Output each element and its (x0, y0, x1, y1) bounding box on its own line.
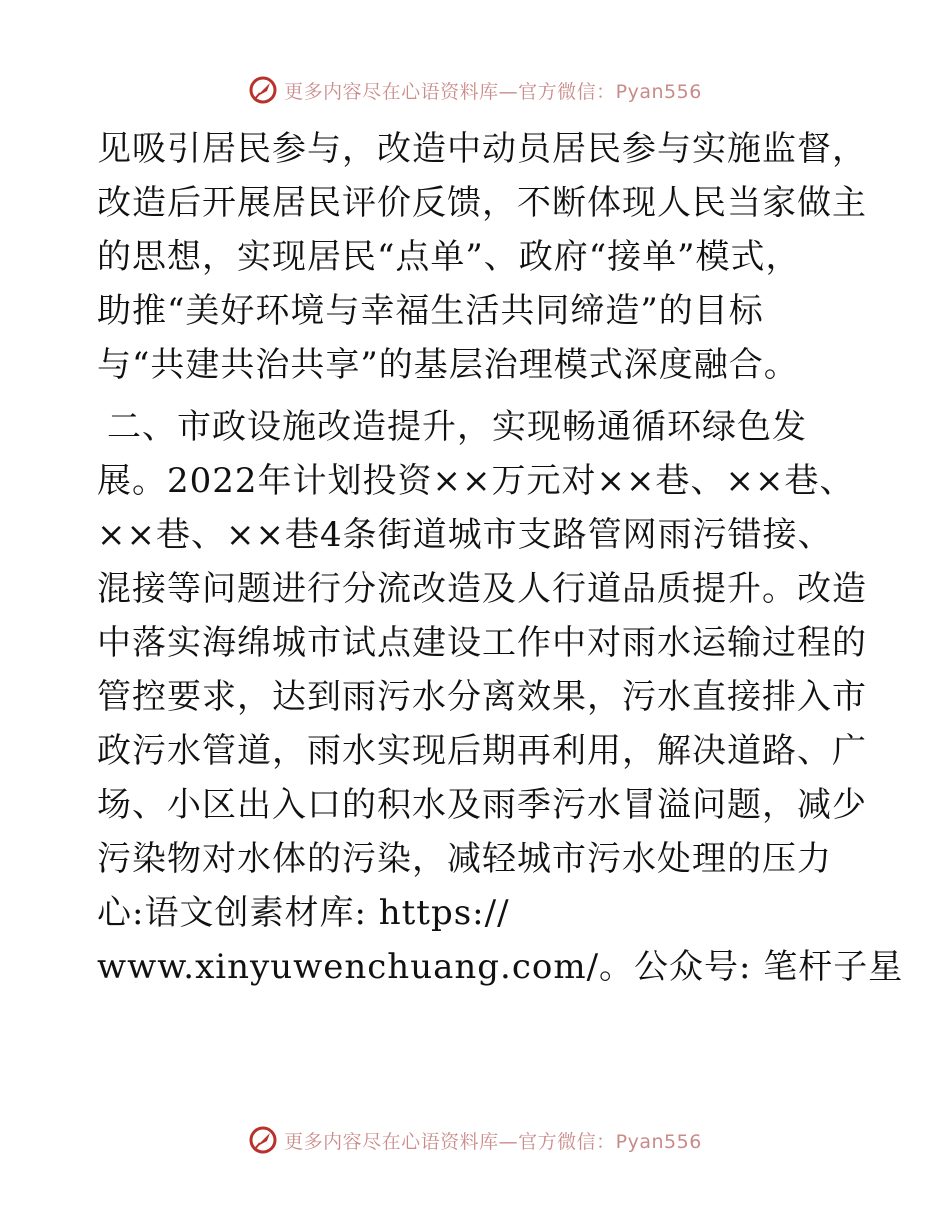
feather-pen-logo-icon (248, 75, 278, 105)
footer-watermark-banner (0, 1120, 950, 1160)
text-line: 政污水管道，雨水实现后期再利用，解决道路、广 (97, 731, 867, 771)
text-line: 与“共建共治共享”的基层治理模式深度融合。 (97, 345, 799, 385)
text-line: www.xinyuwenchuang.com/。公众号: 笔杆子星 (97, 947, 904, 987)
header-banner-text: 更多内容尽在心语资料库—官方微信：Pyan556 (284, 80, 702, 103)
text-line: 助推“美好环境与幸福生活共同缔造”的目标 (97, 291, 764, 331)
text-line: 心:语文创素材库: https:// (97, 893, 510, 933)
paragraph-2 (97, 400, 904, 994)
text-line: 改造后开展居民评价反馈，不断体现人民当家做主 (97, 183, 867, 223)
text-line: 混接等问题进行分流改造及人行道品质提升。改造 (97, 569, 867, 609)
feather-pen-logo-icon (248, 1125, 278, 1155)
text-line: 见吸引居民参与，改造中动员居民参与实施监督， (97, 129, 867, 169)
section-heading-line: 二、市政设施改造提升，实现畅通循环绿色发 (107, 407, 807, 447)
footer-banner-text: 更多内容尽在心语资料库—官方微信：Pyan556 (284, 1130, 702, 1153)
text-line: 场、小区出入口的积水及雨季污水冒溢问题，减少 (97, 785, 867, 825)
text-line: 展。2022年计划投资××万元对××巷、××巷、 (97, 461, 855, 501)
text-line: ××巷、××巷4条街道城市支路管网雨污错接、 (97, 515, 833, 555)
document-body (97, 122, 904, 994)
text-line: 的思想，实现居民“点单”、政府“接单”模式， (97, 237, 801, 277)
text-line: 管控要求，达到雨污水分离效果，污水直接排入市 (97, 677, 867, 717)
paragraph-1 (97, 122, 867, 392)
text-line: 污染物对水体的污染，减轻城市污水处理的压力 (97, 839, 832, 879)
header-watermark-banner (0, 70, 950, 110)
text-line: 中落实海绵城市试点建设工作中对雨水运输过程的 (97, 623, 867, 663)
